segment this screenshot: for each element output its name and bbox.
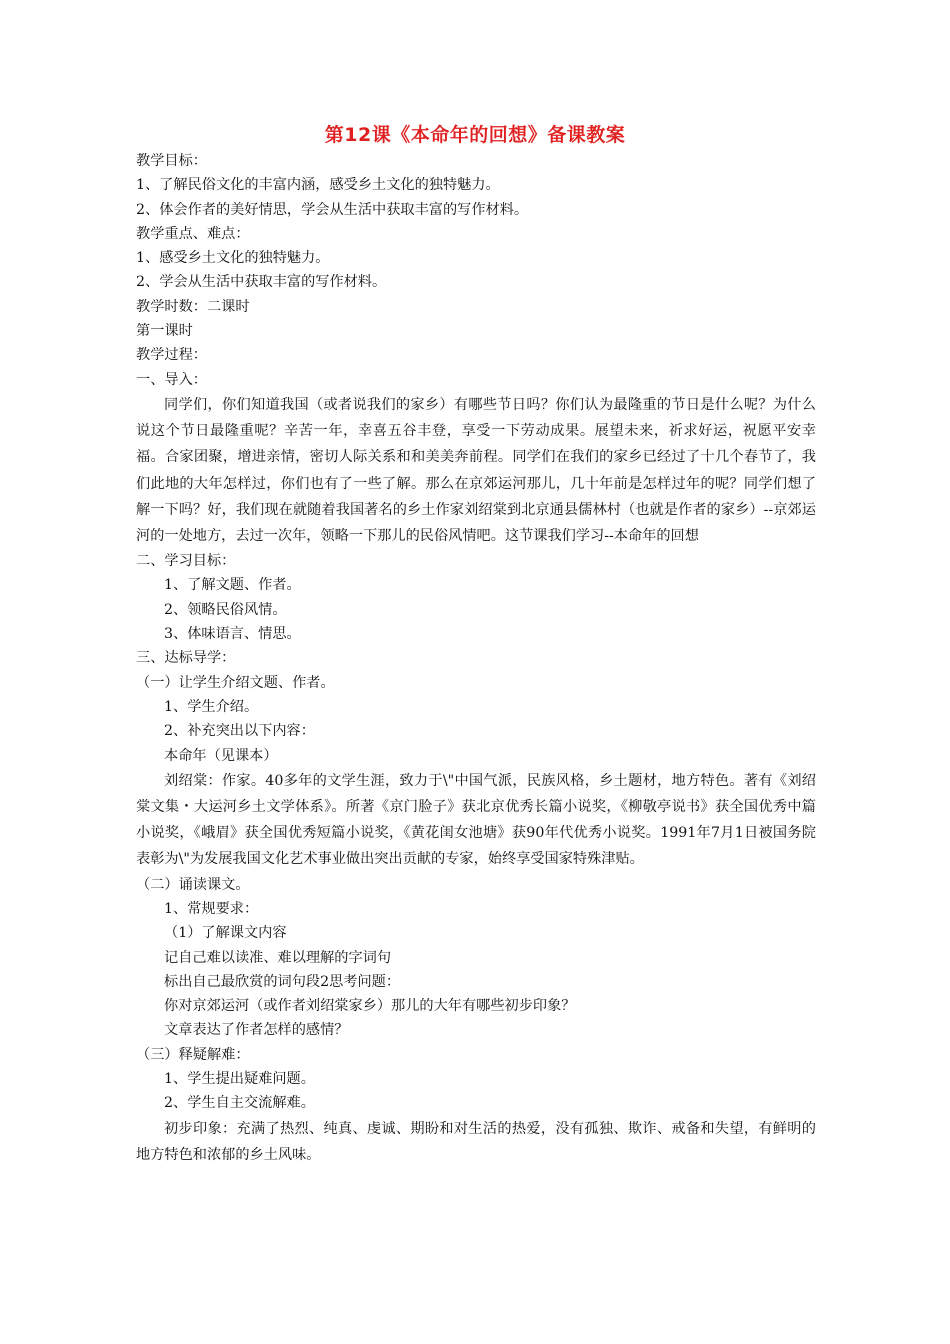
text-line: （三）释疑解难： [136,1046,250,1063]
document-body [136,149,816,1168]
text-line: 1、了解民俗文化的丰富内涵，感受乡土文化的独特魅力。 [136,177,500,194]
text-line: 2、学生自主交流解难。 [164,1095,315,1112]
document-title: 第12课《本命年的回想》备课教案 [324,124,626,146]
text-line: 1、学生提出疑难问题。 [164,1071,315,1088]
author-paragraph: 刘绍棠：作家。40多年的文学生涯，致力于\"中国气派，民族风格，乡土题材，地方特色。著有《刘绍棠文集・大运河乡土文学体系》。所著《京门脸子》获北京优秀长篇小说奖，《柳敬亭说书》获全国优秀中篇小说奖，《峨眉》获全国优秀短篇小说奖，《黄花闺女池塘》获90年代优秀小说奖。1991年7月1日被国务院表彰为\"为发展我国文化艺术事业做出突出贡献的专家，始终享受国家特殊津贴。 [136,772,816,868]
text-line: 标出自己最欣赏的词句段2思考问题： [164,973,401,990]
text-line: 文章表达了作者怎样的感情？ [164,1022,349,1039]
text-line: 记自己难以读准、难以理解的字词句 [164,949,392,966]
text-line: （二）诵读课文。 [136,876,250,893]
learning-goals-block [136,549,816,768]
text-line: 2、体会作者的美好情思，学会从生活中获取丰富的写作材料。 [136,201,529,218]
text-line: 教学时数：二课时 [136,298,250,315]
text-line: 第一课时 [136,323,193,340]
intro-paragraph: 同学们，你们知道我国（或者说我们的家乡）有哪些节日吗？你们认为最隆重的节日是什么呢？为什么说这个节日最隆重呢？辛苦一年，幸喜五谷丰登，享受一下劳动成果。展望未来，祈求好运，祝愿平安幸福。合家团聚，增进亲情，密切人际关系和和美美奔前程。同学们在我们的家乡已经过了十几个春节了，我们此地的大年怎样过，你们也有了一些了解。那么在京郊运河那儿，几十年前是怎样过年的呢？同学们想了解一下吗？好，我们现在就随着我国著名的乡土作家刘绍棠到北京通县儒林村（也就是作者的家乡）--京郊运河的一处地方，去过一次年，领略一下那儿的民俗风情吧。这节课我们学习--本命年的回想 [136,396,816,544]
text-line: 3、体味语言、情思。 [164,626,301,643]
text-line: 1、了解文题、作者。 [164,577,301,594]
text-line: 1、常规要求： [164,900,259,917]
text-line: 1、学生介绍。 [164,698,259,715]
text-line: 2、学会从生活中获取丰富的写作材料。 [136,274,387,291]
text-line: （一）让学生介绍文题、作者。 [136,674,335,691]
text-line: 教学过程： [136,347,207,364]
text-line: 教学目标： [136,153,207,169]
text-line: 本命年（见课本） [164,747,278,764]
text-line: 教学重点、难点： [136,225,250,242]
text-line: 2、补充突出以下内容： [164,723,315,740]
text-line: （1）了解课文内容 [164,925,287,942]
text-line: 1、感受乡土文化的独特魅力。 [136,250,330,267]
impression-paragraph: 初步印象：充满了热烈、纯真、虔诚、期盼和对生活的热爱，没有孤独、欺诈、戒备和失望，有鲜明的地方特色和浓郁的乡土风味。 [136,1120,816,1163]
text-line: 一、导入： [136,371,207,388]
text-line: 三、达标导学： [136,650,236,667]
text-line: 2、领略民俗风情。 [164,601,287,618]
reading-block [136,873,816,1116]
text-line: 你对京郊运河（或作者刘绍棠家乡）那儿的大年有哪些初步印象？ [164,998,576,1015]
objectives-block [136,149,816,392]
text-line: 二、学习目标： [136,553,236,570]
